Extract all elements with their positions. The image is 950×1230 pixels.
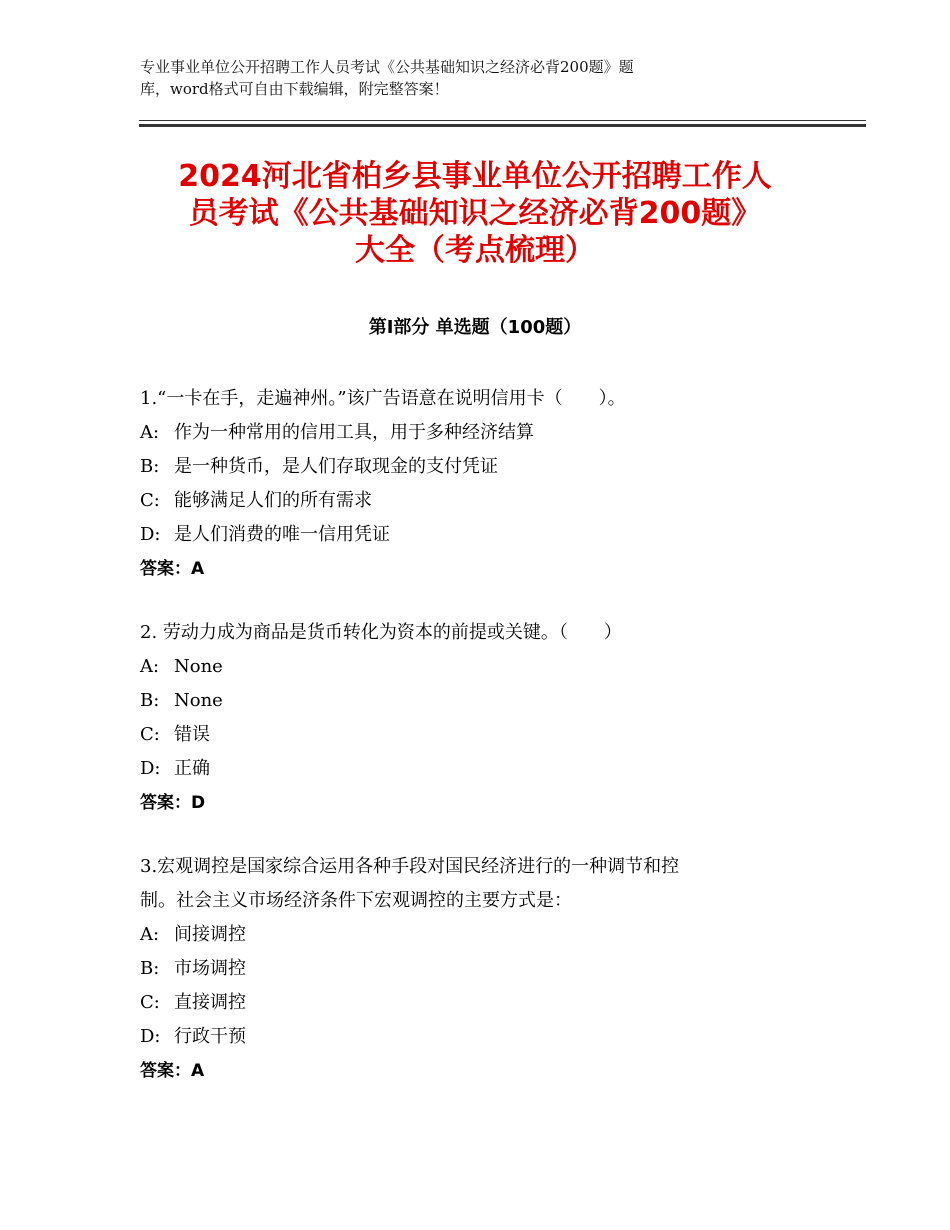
option-letter: D: <box>140 524 161 545</box>
question-stem <box>140 382 820 416</box>
answer-line: 答案：A <box>140 1061 205 1081</box>
header-divider-thin <box>139 120 866 121</box>
document-title-line: 员考试《公共基础知识之经济必背200题》 <box>188 196 762 231</box>
option-text: 间接调控 <box>174 924 246 945</box>
question-1 <box>140 382 820 586</box>
option-letter: B: <box>140 456 160 477</box>
question-stem-line: 1.“一卡在手，走遍神州。”该广告语意在说明信用卡（ ）。 <box>140 388 626 409</box>
option-text: 直接调控 <box>174 992 246 1013</box>
document-title-line: 大全（考点梳理） <box>355 233 595 268</box>
question-list <box>140 382 820 1118</box>
option-c <box>140 718 820 752</box>
option-text: 作为一种常用的信用工具，用于多种经济结算 <box>174 422 534 443</box>
option-b <box>140 684 820 718</box>
option-letter: B: <box>140 958 160 979</box>
option-a <box>140 650 820 684</box>
section-heading: 第Ⅰ部分 单选题（100题） <box>368 317 582 338</box>
option-letter: D: <box>140 758 161 779</box>
question-stem-line: 3.宏观调控是国家综合运用各种手段对国民经济进行的一种调节和控 <box>140 856 680 877</box>
document-title-line: 2024河北省柏乡县事业单位公开招聘工作人 <box>178 159 772 194</box>
option-text: 是人们消费的唯一信用凭证 <box>174 524 390 545</box>
option-a <box>140 416 820 450</box>
option-text: 能够满足人们的所有需求 <box>174 490 372 511</box>
question-stem-line: 2. 劳动力成为商品是货币转化为资本的前提或关键。（ ） <box>140 622 622 643</box>
option-b <box>140 952 820 986</box>
option-letter: C: <box>140 490 160 511</box>
option-d <box>140 1020 820 1054</box>
document-title <box>120 158 830 269</box>
header-note <box>140 56 780 100</box>
question-3 <box>140 850 820 1088</box>
option-letter: A: <box>140 656 160 677</box>
answer-line: 答案：D <box>140 793 206 813</box>
option-letter: D: <box>140 1026 161 1047</box>
option-letter: C: <box>140 992 160 1013</box>
answer-line: 答案：A <box>140 559 205 579</box>
question-stem <box>140 616 820 650</box>
option-text: None <box>174 656 223 677</box>
option-text: 行政干预 <box>174 1026 246 1047</box>
option-text: None <box>174 690 223 711</box>
option-letter: A: <box>140 422 160 443</box>
option-b <box>140 450 820 484</box>
option-text: 是一种货币，是人们存取现金的支付凭证 <box>174 456 498 477</box>
header-divider-thick <box>139 124 866 127</box>
option-text: 正确 <box>174 758 210 779</box>
option-d <box>140 752 820 786</box>
option-d <box>140 518 820 552</box>
question-stem-line: 制。社会主义市场经济条件下宏观调控的主要方式是： <box>140 890 572 911</box>
header-note-line: 专业事业单位公开招聘工作人员考试《公共基础知识之经济必背200题》题 <box>140 58 634 76</box>
option-text: 市场调控 <box>174 958 246 979</box>
option-letter: A: <box>140 924 160 945</box>
option-letter: B: <box>140 690 160 711</box>
option-c <box>140 986 820 1020</box>
header-note-line: 库，word格式可自由下载编辑，附完整答案！ <box>140 80 449 98</box>
question-2 <box>140 616 820 820</box>
option-a <box>140 918 820 952</box>
question-stem <box>140 850 820 918</box>
option-letter: C: <box>140 724 160 745</box>
option-c <box>140 484 820 518</box>
option-text: 错误 <box>174 724 210 745</box>
